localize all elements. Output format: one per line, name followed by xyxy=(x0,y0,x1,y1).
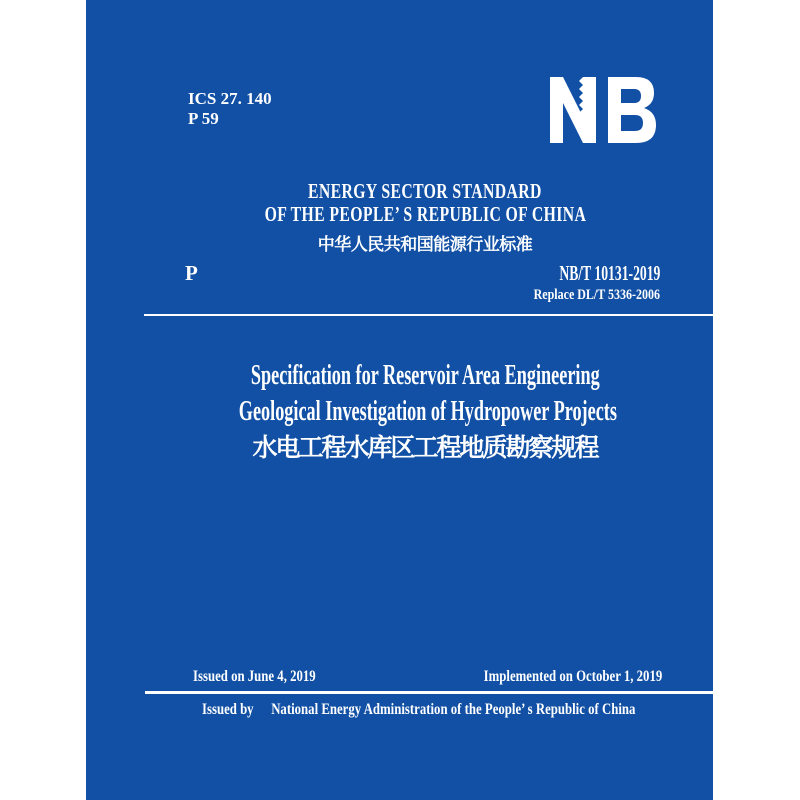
title-block xyxy=(137,358,713,466)
standard-number-block xyxy=(502,262,660,303)
nb-logo-letter-n xyxy=(550,77,596,143)
footer-divider-line xyxy=(145,691,713,694)
replaces-note: Replace DL/T 5336-2006 xyxy=(533,287,660,303)
nb-logo-letter-b xyxy=(608,77,656,143)
nb-logo-icon xyxy=(550,77,656,143)
org-heading-line2: OF THE PEOPLE’ S REPUBLIC OF CHINA xyxy=(264,202,586,226)
title-en-line2: Geological Investigation of Hydropower Projects xyxy=(238,396,617,427)
issuer-row xyxy=(202,700,744,720)
code-row xyxy=(185,262,660,303)
classification-code: P 59 xyxy=(188,109,219,128)
ics-block xyxy=(188,89,272,129)
standard-cover xyxy=(86,0,713,800)
standard-number: NB/T 10131-2019 xyxy=(558,261,660,285)
issued-date: Issued on June 4, 2019 xyxy=(193,668,316,685)
doc-class-letter: P xyxy=(185,261,198,285)
org-heading xyxy=(137,180,713,258)
org-heading-cn: 中华人民共和国能源行业标准 xyxy=(317,235,533,254)
implemented-date: Implemented on October 1, 2019 xyxy=(483,668,662,685)
dates-row xyxy=(193,667,662,687)
org-heading-line1: ENERGY SECTOR STANDARD xyxy=(308,179,542,203)
ics-code: ICS 27. 140 xyxy=(188,89,272,108)
title-cn: 水电工程水库区工程地质勘察规程 xyxy=(252,435,598,462)
title-en-line1: Specification for Reservoir Area Engineering xyxy=(250,360,600,391)
issued-by-label: Issued by xyxy=(202,701,254,718)
issued-by-value: National Energy Administration of the People’ s Republic of China xyxy=(271,701,636,718)
header-divider-line xyxy=(144,314,714,316)
